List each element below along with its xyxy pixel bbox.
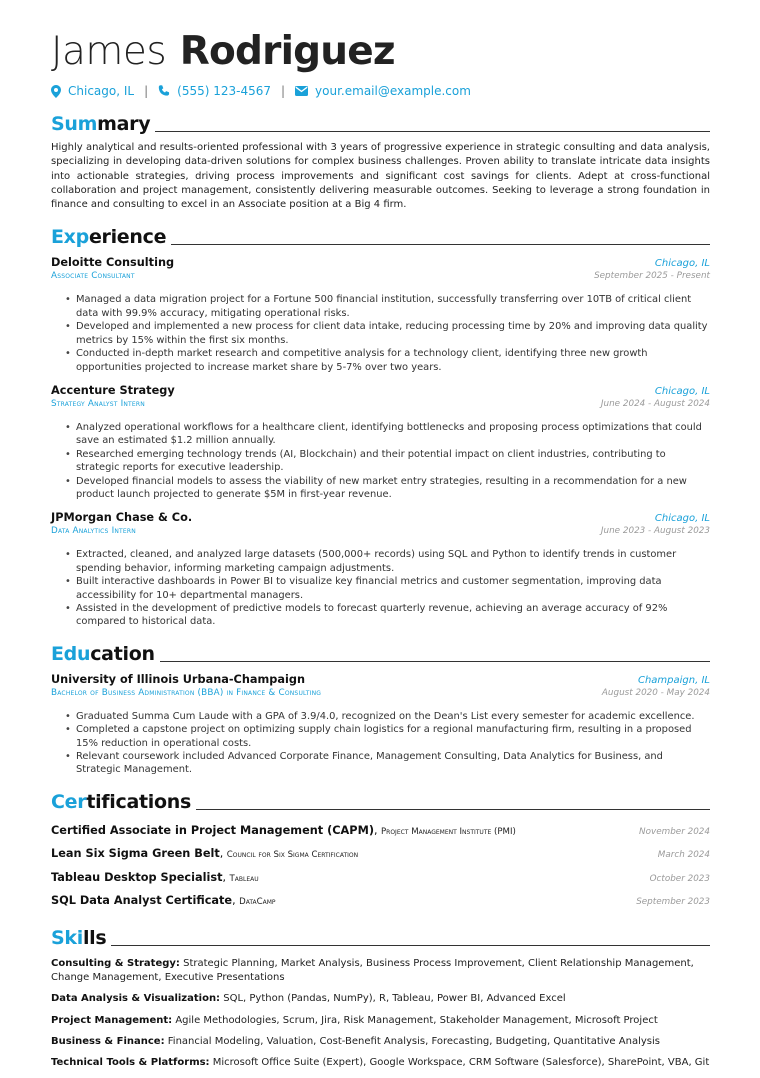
- job-location: Chicago, IL: [654, 513, 710, 525]
- bullet-item: • Assisted in the development of predictive models to forecast quarterly revenue, achieving an average accuracy of 92% compared to historical data.: [76, 602, 710, 629]
- education-heading: [51, 639, 710, 665]
- resume-page: [51, 26, 710, 1078]
- job-title: Associate Consultant: [51, 271, 135, 282]
- job-title: Strategy Analyst Intern: [51, 398, 145, 409]
- map-marker-icon: [51, 85, 61, 98]
- school-name: University of Illinois Urbana-Champaign: [51, 672, 305, 686]
- bullet-item: • Managed a data migration project for a Fortune 500 financial institution, successfully transferring over 10TB of critical client data with 99.9% accuracy, mitigating operational risks.: [76, 293, 710, 320]
- education-entry: [51, 673, 710, 777]
- bullet-item: • Built interactive dashboards in Power BI to visualize key financial metrics and customer segmentation, improving data accessibility for 10+ departmental managers.: [76, 575, 710, 602]
- experience-entry: [51, 384, 710, 501]
- certification-item: Tableau Desktop Specialist, Tableau October 2023: [51, 870, 710, 884]
- bullet-item: • Developed and implemented a new process for client data intake, reducing processing time by 20% and improving data quality metrics by 15% within the first six months.: [76, 320, 710, 347]
- skill-category: Consulting & Strategy:: [51, 957, 180, 969]
- job-location: Chicago, IL: [654, 385, 710, 397]
- skill-values: Strategic Planning, Market Analysis, Business Process Improvement, Client Relationship Management, Change Management, Executive Presentations: [51, 957, 694, 984]
- certification-date: October 2023: [649, 873, 710, 884]
- degree-title: Bachelor of Business Administration (BBA) in Finance & Consulting: [51, 687, 322, 698]
- certification-issuer: Tableau: [229, 873, 259, 884]
- skills-heading-accent: Ski: [51, 926, 83, 949]
- summary-heading: [51, 109, 710, 135]
- bullet-item: • Developed financial models to assess the viability of new market entry strategies, resulting in a recommendation for a new product launch projected to generate $5M in first-year revenue.: [76, 475, 710, 502]
- contact-separator: |: [281, 84, 286, 98]
- experience-heading: [51, 222, 710, 248]
- skill-category: Project Management:: [51, 1014, 173, 1026]
- skill-values: Financial Modeling, Valuation, Cost-Benefit Analysis, Forecasting, Budgeting, Quantitative Analysis: [167, 1036, 660, 1048]
- company-name: Deloitte Consulting: [51, 256, 175, 270]
- skills-heading: [51, 923, 710, 949]
- education-dates: August 2020 - May 2024: [601, 687, 710, 698]
- bullet-item: • Completed a capstone project on optimizing supply chain logistics for a regional manufacturing firm, resulting in a proposed 15% reduction in operational costs.: [76, 723, 710, 750]
- certification-name: SQL Data Analyst Certificate: [51, 894, 233, 908]
- contact-separator: |: [144, 84, 149, 98]
- bullet-item: • Researched emerging technology trends (AI, Blockchain) and their potential impact on client industries, contributing to strategic reports for executive leadership.: [76, 448, 710, 475]
- education-bullets: [51, 710, 710, 777]
- contact-phone[interactable]: [158, 84, 271, 98]
- certification-date: March 2024: [657, 850, 710, 861]
- certification-issuer: Council for Six Sigma Certification: [226, 850, 359, 861]
- school-location: Champaign, IL: [637, 674, 710, 686]
- company-name: JPMorgan Chase & Co.: [51, 511, 193, 525]
- skills-list: [51, 957, 710, 1071]
- summary-text: Highly analytical and results-oriented professional with 3 years of progressive experience in strategic consulting and data analysis, specializing in developing data-driven solutions for complex business challenges. Proven ability to translate intricate data insights into actionable strategies, driving process improvements and significant cost savings for clients. Adept at cross-functional collaboration and project management, consistently delivering measurable outcomes. Seeking to leverage a strong foundation in finance and consulting to excel in an Associate position at a Big 4 firm.: [51, 142, 710, 211]
- certification-name: Certified Associate in Project Management (CAPM): [51, 823, 374, 837]
- summary-heading-accent: Sum: [51, 113, 98, 135]
- job-title: Data Analytics Intern: [51, 526, 136, 537]
- phone-icon: [158, 85, 170, 97]
- certification-name: Tableau Desktop Specialist: [51, 870, 223, 884]
- job-bullets: [51, 293, 710, 373]
- certification-issuer: Project Management Institute (PMI): [380, 826, 516, 837]
- certification-item: SQL Data Analyst Certificate, DataCamp September 2023: [51, 894, 710, 908]
- bullet-item: • Conducted in-depth market research and competitive analysis for a technology client, identifying three new growth opportunities projected to increase market share by 5-7% over two years.: [76, 347, 710, 374]
- skill-category: Technical Tools & Platforms:: [51, 1057, 210, 1069]
- summary-heading-text: mary: [97, 113, 151, 135]
- skill-values: Agile Methodologies, Scrum, Jira, Risk Management, Stakeholder Management, Microsoft Project: [175, 1014, 658, 1026]
- first-name: James: [51, 29, 167, 74]
- contact-info: [51, 83, 710, 99]
- section-rule: [196, 809, 710, 810]
- job-location: Chicago, IL: [654, 258, 710, 270]
- certification-issuer: DataCamp: [239, 897, 276, 908]
- contact-location: [51, 84, 134, 98]
- experience-heading-accent: Exp: [51, 226, 89, 249]
- education-heading-accent: Edu: [51, 642, 91, 665]
- experience-entry: [51, 511, 710, 628]
- certification-name: Lean Six Sigma Green Belt: [51, 847, 220, 861]
- certification-date: November 2024: [639, 826, 710, 837]
- skill-category: Business & Finance:: [51, 1036, 165, 1048]
- certifications-heading-text: tifications: [86, 790, 191, 813]
- section-rule: [155, 131, 710, 132]
- skill-values: Microsoft Office Suite (Expert), Google Workspace, CRM Software (Salesforce), SharePoint, VBA, Git: [212, 1057, 710, 1069]
- job-bullets: [51, 421, 710, 501]
- job-bullets: [51, 548, 710, 628]
- bullet-item: • Relevant coursework included Advanced Corporate Finance, Management Consulting, Data Analytics for Business, and Strategic Management.: [76, 750, 710, 777]
- job-dates: June 2023 - August 2023: [600, 526, 710, 537]
- certifications-list: [51, 819, 710, 913]
- skill-category: Data Analysis & Visualization:: [51, 993, 221, 1005]
- location-text: Chicago, IL: [68, 84, 135, 98]
- section-rule: [171, 244, 710, 245]
- candidate-name: [51, 26, 710, 78]
- phone-text: (555) 123-4567: [177, 84, 271, 98]
- bullet-item: • Analyzed operational workflows for a healthcare client, identifying bottlenecks and proposing process optimizations that could save an estimated $1.2 million annually.: [76, 421, 710, 448]
- education-heading-text: cation: [90, 642, 155, 665]
- envelope-icon: [295, 86, 308, 96]
- certification-item: Certified Associate in Project Management (CAPM), Project Management Institute (PMI) November 2024: [51, 823, 710, 837]
- skill-row: [51, 957, 710, 986]
- certification-date: September 2023: [636, 897, 710, 908]
- email-link: your.email@example.com: [315, 84, 471, 98]
- section-rule: [160, 661, 710, 662]
- skill-row: [51, 1056, 710, 1070]
- company-name: Accenture Strategy: [51, 383, 175, 397]
- certification-item: Lean Six Sigma Green Belt, Council for Six Sigma Certification March 2024: [51, 847, 710, 861]
- job-dates: September 2025 - Present: [594, 271, 710, 282]
- job-dates: June 2024 - August 2024: [600, 398, 710, 409]
- skill-row: [51, 992, 710, 1006]
- bullet-item: • Extracted, cleaned, and analyzed large datasets (500,000+ records) using SQL and Python to identify trends in customer spending behavior, informing marketing campaign adjustments.: [76, 548, 710, 575]
- certifications-heading: [51, 787, 710, 813]
- certifications-heading-accent: Cer: [51, 790, 87, 813]
- experience-heading-text: erience: [88, 226, 167, 249]
- skill-values: SQL, Python (Pandas, NumPy), R, Tableau, Power BI, Advanced Excel: [223, 993, 566, 1005]
- experience-entry: [51, 256, 710, 373]
- section-rule: [111, 945, 710, 946]
- last-name: Rodriguez: [179, 29, 395, 74]
- contact-email[interactable]: [295, 84, 471, 98]
- skill-row: [51, 1035, 710, 1049]
- skill-row: [51, 1014, 710, 1028]
- skills-heading-text: lls: [82, 926, 107, 949]
- bullet-item: • Graduated Summa Cum Laude with a GPA of 3.9/4.0, recognized on the Dean's List every semester for academic excellence.: [76, 710, 710, 723]
